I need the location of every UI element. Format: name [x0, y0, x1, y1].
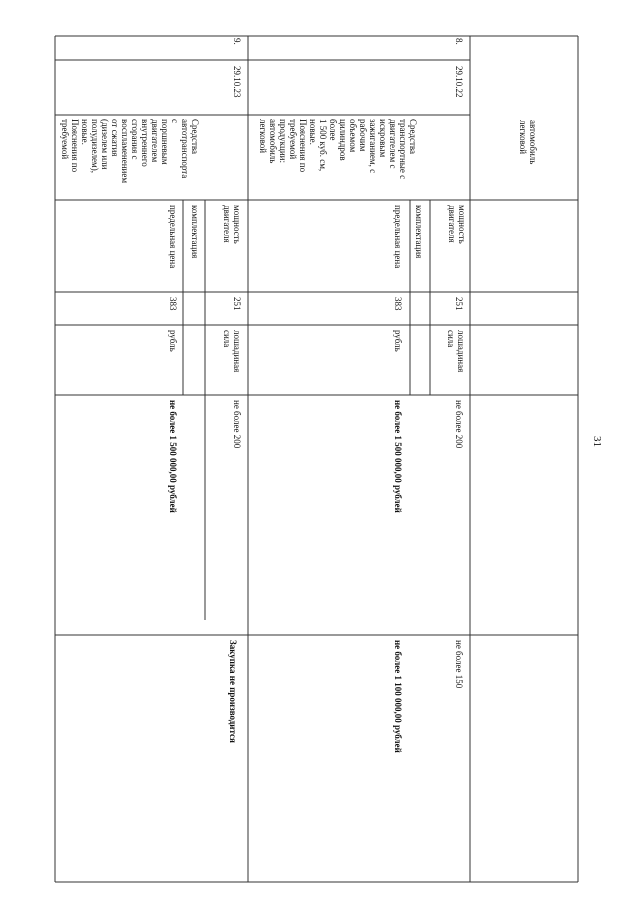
row8-unit-price: рубль	[393, 330, 403, 352]
row9-value-procurement: Закупка не производится	[228, 640, 238, 743]
row9-okei-price: 383	[168, 297, 178, 311]
row8-char-equipment: комплектация	[414, 205, 424, 259]
row9-okei-power: 251	[232, 297, 242, 311]
row8-value-power-a: не более 200	[454, 400, 464, 449]
row8-okei-power: 251	[454, 297, 464, 311]
row8-code: 29.10.22	[454, 66, 464, 98]
row8-item: Средства транспортные с двигателем с искровым зажиганием, с рабочим объемом цилиндров более 1 500 куб. см, новые. Пояснения по требуемой продукции: автомобиль легковой	[258, 119, 418, 180]
row9-unit-price: рубль	[168, 330, 178, 352]
row9-char-equipment: комплектация	[190, 205, 200, 259]
page-number: 31	[591, 436, 603, 447]
prev-row-item-tail: автомобиль легковой	[518, 120, 538, 165]
row9-char-power: мощность двигателя	[222, 205, 242, 244]
row9-char-price: предельная цена	[168, 205, 178, 269]
row9-code: 29.10.23	[232, 66, 242, 98]
row8-number: 8.	[454, 38, 464, 45]
row8-value-power-b: не более 150	[454, 640, 464, 689]
row8-char-price: предельная цена	[393, 205, 403, 269]
row8-char-power: мощность двигателя	[447, 205, 467, 244]
row8-value-price-b: не более 1 100 000,00 рублей	[393, 640, 403, 753]
row9-number: 9.	[232, 38, 242, 45]
row9-unit-power: лошадиная сила	[222, 330, 242, 373]
row8-value-price-a: не более 1 500 000,00 рублей	[393, 400, 403, 513]
row8-okei-price: 383	[393, 297, 403, 311]
row9-value-power-a: не более 200	[232, 400, 242, 449]
row9-item: Средства автотранспорта с поршневым двигателем внутреннего сгорания с воспламенением от сжатия (дизелем или полудизелем), новые. Пояснения по требуемой	[60, 119, 200, 184]
row8-unit-power: лошадиная сила	[446, 330, 466, 373]
row9-value-price-a: не более 1 500 000,00 рублей	[168, 400, 178, 513]
